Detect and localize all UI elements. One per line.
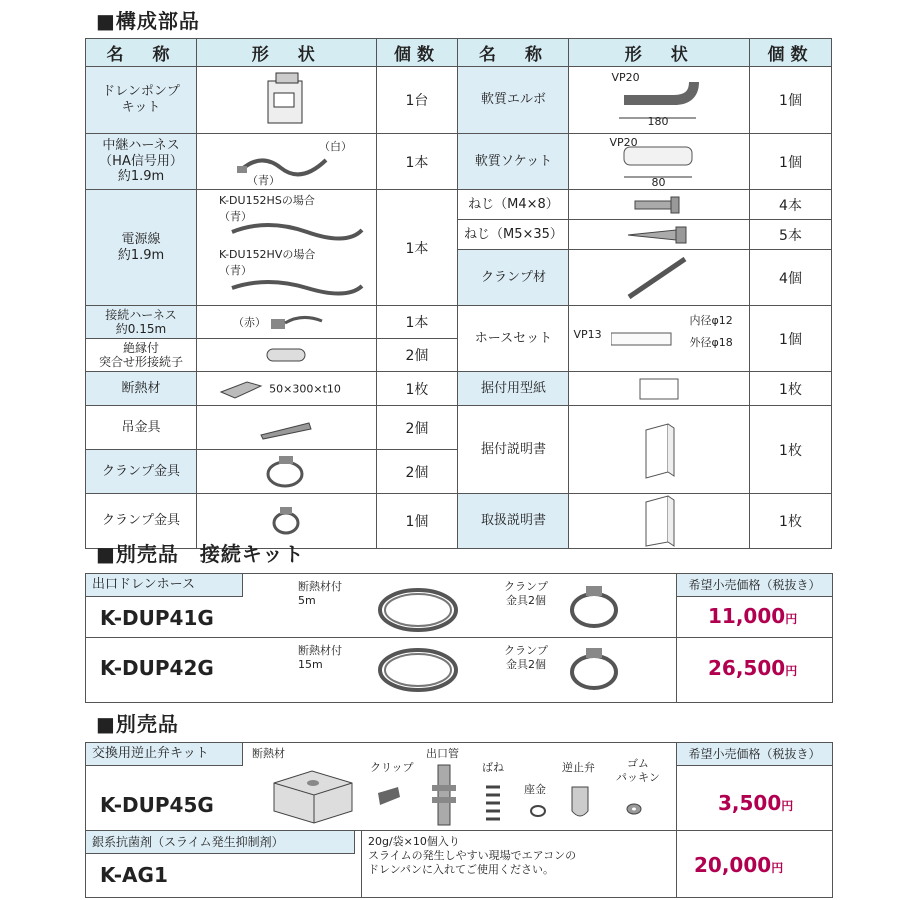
table-row — [86, 67, 832, 134]
item-shape — [197, 67, 376, 134]
clamp-tie-icon — [619, 253, 699, 303]
item-shape — [569, 372, 750, 406]
item-shape — [197, 406, 376, 450]
item-shape — [569, 306, 750, 372]
butt-connector-icon — [261, 343, 311, 367]
item-shape — [197, 372, 376, 406]
part-outlet-pipe-label: 出口管 — [426, 747, 459, 760]
item-name: 接続ハーネス 約0.15m — [86, 306, 197, 339]
header-shape: 形 状 — [197, 39, 376, 67]
table-row — [86, 306, 832, 339]
part-spring-label: ばね — [482, 761, 504, 774]
item-name: クランプ金具 — [86, 494, 197, 549]
insulation-block-icon — [268, 763, 358, 825]
kit-code: K-DUP41G — [100, 606, 214, 630]
section-title-options: ■別売品 — [96, 712, 179, 736]
check-valve-icon — [568, 783, 592, 823]
hose-inner-dia: 内径φ12 — [689, 314, 733, 327]
item-qty: 1本 — [376, 190, 458, 306]
clip-icon — [374, 783, 404, 809]
item-name: ねじ（M4×8） — [458, 190, 569, 220]
item-name: 軟質ソケット — [458, 134, 569, 190]
hose-clamp-icon — [564, 578, 624, 634]
item-qty: 1本 — [376, 134, 458, 190]
item-qty: 1個 — [376, 494, 458, 549]
item-name: 中継ハーネス （HA信号用） 約1.9m — [86, 134, 197, 190]
insulation-dim: 50×300×t10 — [269, 382, 341, 395]
kit-price-header: 希望小売価格（税抜き） — [677, 574, 832, 597]
hose-clamp-icon — [261, 452, 311, 492]
header-name: 名 称 — [86, 39, 197, 67]
valve-kit-subtitle: 交換用逆止弁キット — [86, 743, 243, 766]
table-row — [86, 406, 832, 450]
item-shape — [569, 67, 750, 134]
hanger-bracket-icon — [251, 413, 321, 443]
item-shape — [569, 494, 750, 549]
power-note-blue1: （青） — [219, 210, 253, 223]
item-shape — [569, 406, 750, 494]
price-value: 26,500 — [708, 656, 786, 680]
part-insulation-label: 断熱材 — [252, 747, 285, 760]
table-row — [86, 190, 832, 220]
item-name: 据付説明書 — [458, 406, 569, 494]
item-shape — [569, 134, 750, 190]
power-note-hs: K-DU152HSの場合 — [219, 194, 315, 207]
template-sheet-icon — [634, 376, 684, 402]
item-name: 軟質エルボ — [458, 67, 569, 134]
header-row — [86, 39, 832, 67]
item-name: クランプ材 — [458, 250, 569, 306]
power-note-blue2: （青） — [219, 264, 253, 277]
part-gasket-label: ゴム パッキン — [616, 757, 660, 784]
conn-harness-tag: （赤） — [233, 316, 267, 329]
antibacterial-code: K-AG1 — [100, 863, 168, 887]
price-value: 20,000 — [694, 853, 772, 877]
item-name: ホースセット — [458, 306, 569, 372]
item-qty: 1枚 — [750, 372, 832, 406]
socket-dim-label: 80 — [651, 176, 666, 189]
screw-icon — [624, 225, 694, 245]
item-qty: 2個 — [376, 406, 458, 450]
item-shape — [197, 306, 376, 339]
item-name: 電源線 約1.9m — [86, 190, 197, 306]
section-title-components: ■構成部品 — [96, 9, 200, 33]
section-title-connection-kit: ■別売品 接続キット — [96, 542, 305, 566]
elbow-vp-label: VP20 — [611, 71, 640, 84]
price-value: 11,000 — [708, 604, 786, 628]
drain-hose-coil-icon — [372, 640, 464, 700]
part-check-valve-label: 逆止弁 — [562, 761, 595, 774]
item-shape — [197, 339, 376, 372]
kit-hose-note: 断熱材付 5m — [298, 580, 342, 607]
item-name: クランプ金具 — [86, 450, 197, 494]
kit-clamp-note: クランプ 金具2個 — [504, 580, 548, 607]
hose-set-icon — [611, 327, 681, 351]
item-qty: 4本 — [750, 190, 832, 220]
kit-hose-note: 断熱材付 15m — [298, 644, 342, 671]
item-qty: 1個 — [750, 306, 832, 372]
connection-kit-box — [85, 573, 833, 703]
item-qty: 1枚 — [750, 494, 832, 549]
price-yen: 円 — [785, 612, 798, 626]
hose-clamp-icon — [564, 640, 624, 696]
power-cable-icon — [227, 220, 367, 244]
outlet-pipe-icon — [426, 763, 462, 827]
header-shape: 形 状 — [569, 39, 750, 67]
screw-icon — [629, 195, 689, 215]
socket-vp-label: VP20 — [609, 136, 638, 149]
price-yen: 円 — [781, 799, 794, 813]
item-qty: 1個 — [750, 134, 832, 190]
item-qty: 5本 — [750, 220, 832, 250]
power-cable-icon — [227, 274, 367, 298]
valve-kit-code: K-DUP45G — [100, 793, 214, 817]
drain-hose-coil-icon — [372, 578, 464, 638]
hose-outer-dia: 外径φ18 — [689, 336, 733, 349]
price-value: 3,500 — [718, 791, 782, 815]
item-name: ドレンポンプ キット — [86, 67, 197, 134]
item-shape — [197, 450, 376, 494]
item-qty: 1枚 — [750, 406, 832, 494]
harness-tag-blue: （青） — [247, 174, 281, 187]
price-yen: 円 — [785, 664, 798, 678]
valve-kit-price — [718, 791, 793, 815]
part-washer-label: 座金 — [524, 783, 546, 796]
conn-harness-icon — [267, 309, 327, 335]
manual-booklet-icon — [634, 420, 684, 480]
item-qty: 2個 — [376, 450, 458, 494]
elbow-dim-label: 180 — [647, 115, 669, 128]
item-name: 取扱説明書 — [458, 494, 569, 549]
antibacterial-subtitle: 銀系抗菌剤（スライム発生抑制剤） — [86, 831, 355, 854]
kit-code: K-DUP42G — [100, 656, 214, 680]
item-shape — [569, 220, 750, 250]
item-qty: 1本 — [376, 306, 458, 339]
options-box — [85, 742, 833, 898]
header-name: 名 称 — [458, 39, 569, 67]
item-name: 絶縁付 突合せ形接続子 — [86, 339, 197, 372]
antibacterial-desc: 20g/袋×10個入り スライムの発生しやすい現場でエアコンの ドレンパンに入れてご使用ください。 — [368, 835, 577, 876]
table-row — [86, 372, 832, 406]
item-shape — [569, 190, 750, 220]
valve-kit-price-header: 希望小売価格（税抜き） — [677, 743, 832, 766]
gasket-icon — [624, 801, 644, 817]
item-qty: 2個 — [376, 339, 458, 372]
item-name: 吊金具 — [86, 406, 197, 450]
hose-vp-label: VP13 — [573, 328, 602, 341]
item-qty: 1台 — [376, 67, 458, 134]
item-shape — [569, 250, 750, 306]
header-qty: 個数 — [750, 39, 832, 67]
power-note-hv: K-DU152HVの場合 — [219, 248, 316, 261]
kit-subtitle: 出口ドレンホース — [86, 574, 243, 597]
item-name: 据付用型紙 — [458, 372, 569, 406]
price-yen: 円 — [771, 861, 784, 875]
header-qty: 個数 — [376, 39, 458, 67]
item-qty: 1個 — [750, 67, 832, 134]
components-table — [85, 38, 832, 549]
table-row — [86, 134, 832, 190]
washer-icon — [528, 803, 548, 819]
part-clip-label: クリップ — [370, 761, 414, 774]
kit-price — [708, 604, 797, 628]
spring-icon — [482, 783, 504, 823]
item-qty: 4個 — [750, 250, 832, 306]
kit-price — [708, 656, 797, 680]
pump-kit-icon — [256, 69, 316, 131]
item-shape — [197, 134, 376, 190]
harness-tag-white: （白） — [319, 140, 353, 153]
item-qty: 1枚 — [376, 372, 458, 406]
insulation-pad-icon — [217, 376, 265, 402]
hose-clamp-icon — [266, 503, 306, 539]
item-name: ねじ（M5×35） — [458, 220, 569, 250]
kit-clamp-note: クランプ 金具2個 — [504, 644, 548, 671]
item-shape — [197, 190, 376, 306]
item-name: 断熱材 — [86, 372, 197, 406]
antibacterial-price — [694, 853, 783, 877]
manual-booklet-icon — [634, 494, 684, 548]
